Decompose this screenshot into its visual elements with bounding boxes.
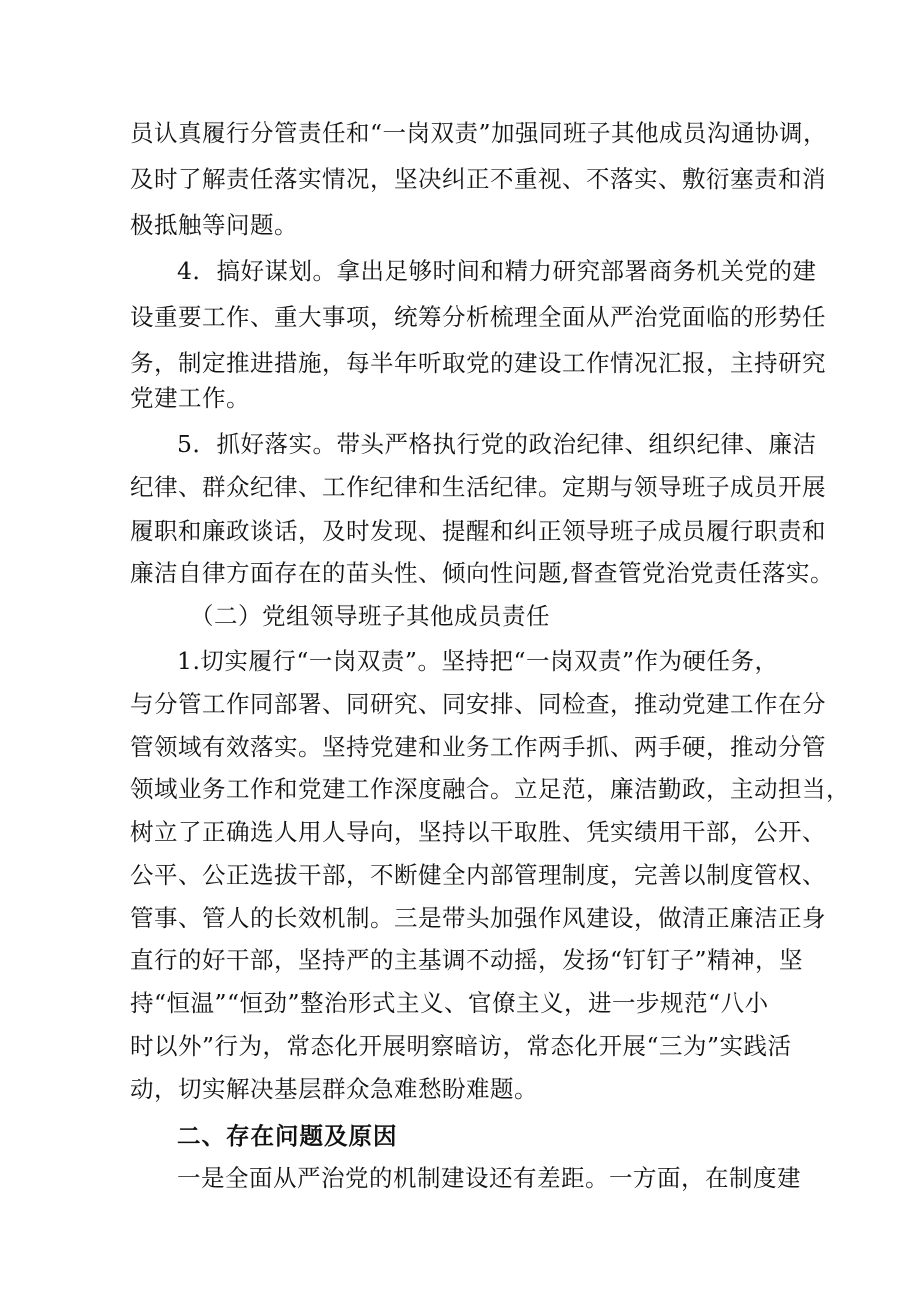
section-subheading: （二）党组领导班子其他成员责任 xyxy=(190,602,550,630)
paragraph-line: 持“恒温”“恒劲”整治形式主义、官僚主义，进一步规范“八小 xyxy=(130,989,769,1017)
paragraph-line: 设重要工作、重大事项，统筹分析梳理全面从严治党面临的形势任 xyxy=(130,303,826,331)
section-heading: 二、存在问题及原因 xyxy=(177,1122,398,1150)
paragraph-line: 党建工作。 xyxy=(130,384,250,412)
paragraph-line: 公平、公正选拔干部，不断健全内部管理制度，完善以制度管权、 xyxy=(130,861,826,889)
paragraph-line: 极抵触等问题。 xyxy=(130,211,298,239)
paragraph-line: 动，切实解决基层群众急难愁盼难题。 xyxy=(130,1075,538,1103)
paragraph-line: 树立了正确选人用人导向，坚持以干取胜、凭实绩用干部，公开、 xyxy=(130,818,826,846)
paragraph-line: 一是全面从严治党的机制建设还有差距。一方面，在制度建 xyxy=(177,1164,801,1192)
paragraph-line: 履职和廉政谈话，及时发现、提醒和纠正领导班子成员履行职责和 xyxy=(130,517,826,545)
paragraph-line: 时以外”行为，常态化开展明察暗访，常态化开展“三为”实践活 xyxy=(130,1032,792,1060)
paragraph-line: 直行的好干部，坚持严的主基调不动摇，发扬“钉钉子”精神，坚 xyxy=(130,946,804,974)
paragraph-line: 1.切实履行“一岗双责”。坚持把“一岗双责”作为硬任务， xyxy=(177,647,779,675)
paragraph-line: 廉洁自律方面存在的苗头性、倾向性问题,督查管党治党责任落实。 xyxy=(130,559,834,587)
paragraph-line: 管领域有效落实。坚持党建和业务工作两手抓、两手硬，推动分管 xyxy=(130,733,826,761)
paragraph-line: 4．搞好谋划。拿出足够时间和精力研究部署商务机关党的建 xyxy=(177,257,817,285)
paragraph-line: 及时了解责任落实情况，坚决纠正不重视、不落实、敷衍塞责和消 xyxy=(130,165,826,193)
paragraph-line: 与分管工作同部署、同研究、同安排、同检查，推动党建工作在分 xyxy=(130,690,826,718)
paragraph-line: 员认真履行分管责任和“一岗双责”加强同班子其他成员沟通协调， xyxy=(130,119,828,147)
paragraph-line: 管事、管人的长效机制。三是带头加强作风建设，做清正廉洁正身 xyxy=(130,904,826,932)
paragraph-line: 纪律、群众纪律、工作纪律和生活纪律。定期与领导班子成员开展 xyxy=(130,473,826,501)
paragraph-line: 领域业务工作和党建工作深度融合。立足范，廉洁勤政，主动担当， xyxy=(130,775,850,803)
paragraph-line: 务，制定推进措施，每半年听取党的建设工作情况汇报，主持研究 xyxy=(130,349,826,377)
paragraph-line: 5．抓好落实。带头严格执行党的政治纪律、组织纪律、廉洁 xyxy=(177,430,817,458)
